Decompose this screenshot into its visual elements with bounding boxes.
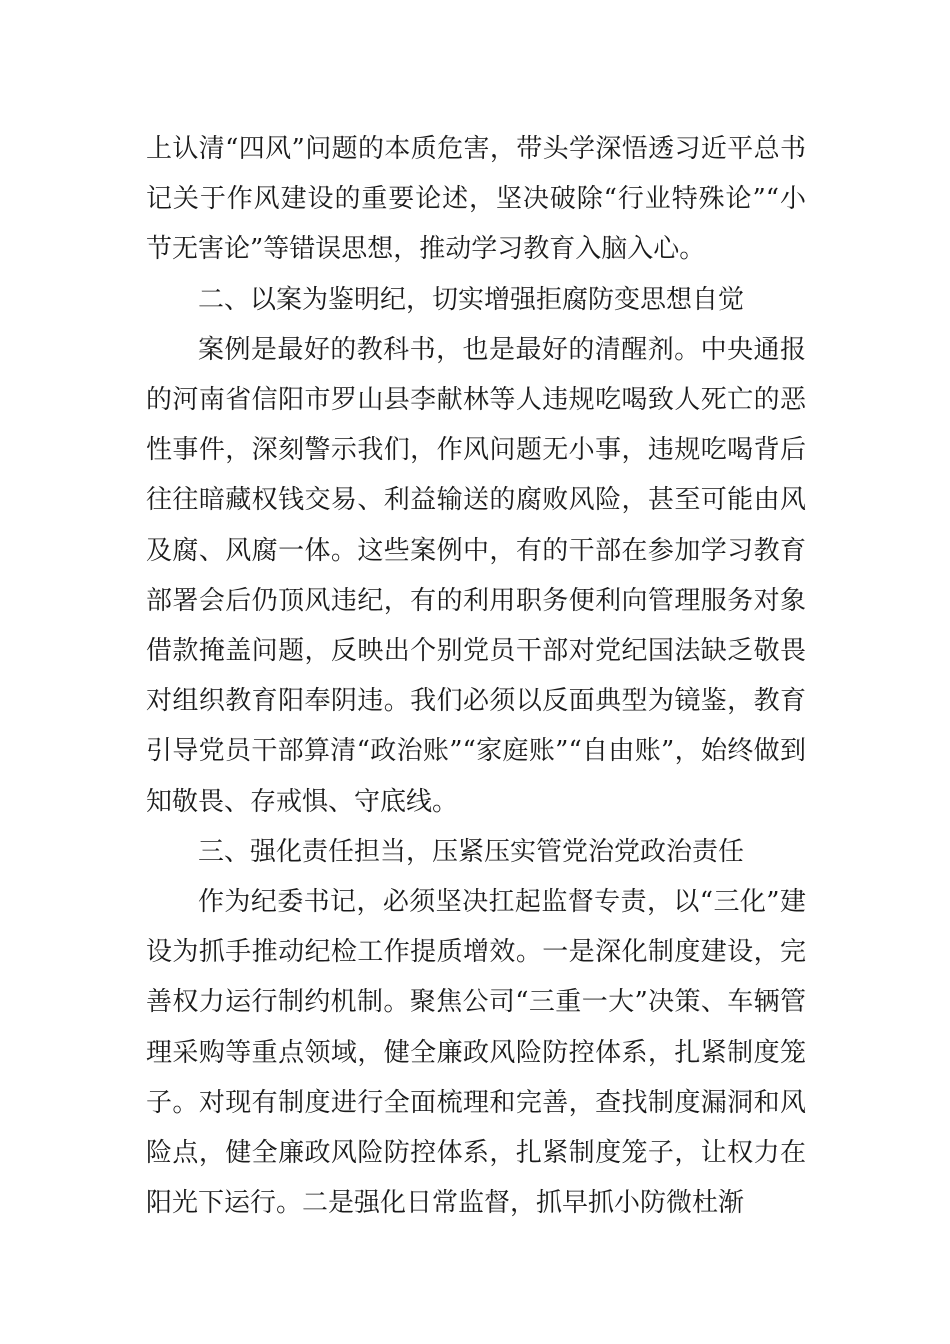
paragraph-continuation: 上认清“四风”问题的本质危害，带头学深悟透习近平总书记关于作风建设的重要论述，坚决破除“行业特殊论”“小节无害论”等错误思想，推动学习教育入脑入心。 xyxy=(146,134,806,265)
section-heading-three: 三、强化责任担当，压紧压实管党治党政治责任 xyxy=(198,836,745,867)
section-heading-two: 二、以案为鉴明纪，切实增强拒腐防变思想自觉 xyxy=(198,284,745,315)
document-page xyxy=(146,124,806,1228)
paragraph-responsibility: 作为纪委书记，必须坚决扛起监督专责，以“三化”建设为抓手推动纪检工作提质增效。一是深化制度建设，完善权力运行制约机制。聚焦公司“三重一大”决策、车辆管理采购等重点领域，健全廉政风险防控体系，扎紧制度笼子。对现有制度进行全面梳理和完善，查找制度漏洞和风险点，健全廉政风险防控体系，扎紧制度笼子，让权力在阳光下运行。二是强化日常监督，抓早抓小防微杜渐 xyxy=(146,887,806,1219)
paragraph-case-lessons: 案例是最好的教科书，也是最好的清醒剂。中央通报的河南省信阳市罗山县李献林等人违规吃喝致人死亡的恶性事件，深刻警示我们，作风问题无小事，违规吃喝背后往往暗藏权钱交易、利益输送的腐败风险，甚至可能由风及腐、风腐一体。这些案例中，有的干部在参加学习教育部署会后仍顶风违纪，有的利用职务便利向管理服务对象借款掩盖问题，反映出个别党员干部对党纪国法缺乏敬畏对组织教育阳奉阴违。我们必须以反面典型为镜鉴，教育引导党员干部算清“政治账”“家庭账”“自由账”，始终做到知敬畏、存戒惧、守底线。 xyxy=(146,334,806,817)
